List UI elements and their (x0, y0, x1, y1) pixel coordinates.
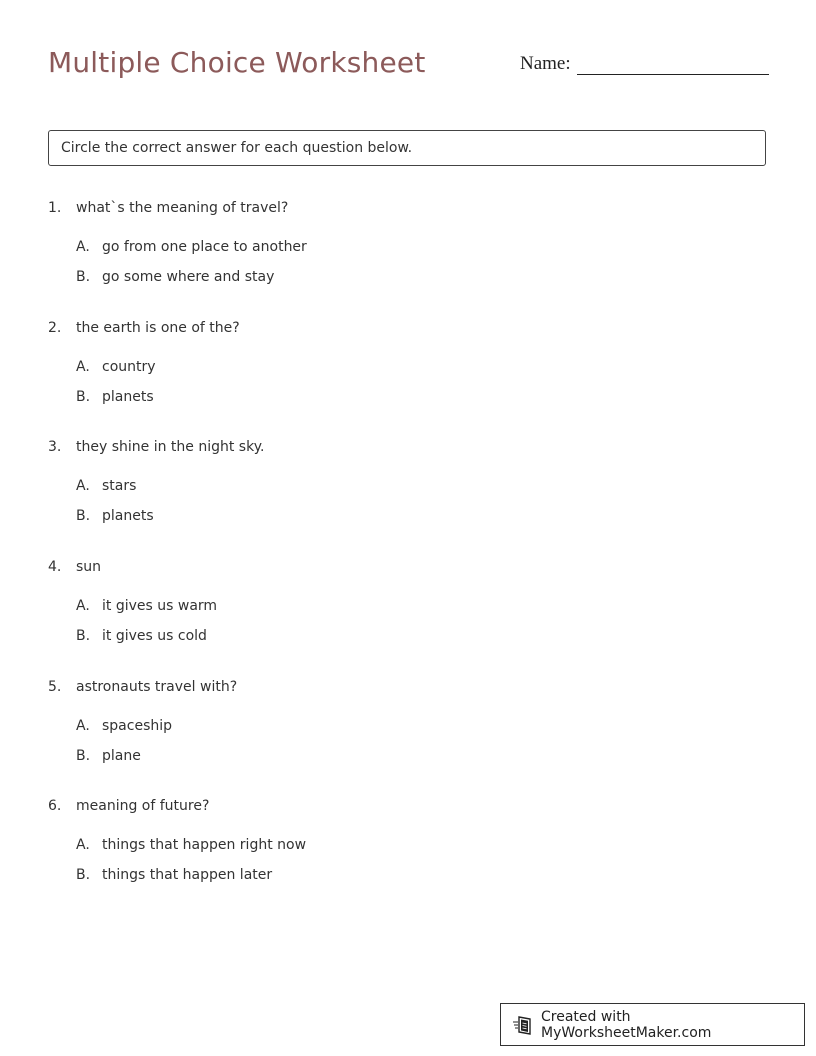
option-text: it gives us cold (102, 628, 207, 644)
name-label: Name: (520, 53, 571, 74)
option-letter: B. (76, 628, 91, 644)
option-b[interactable] (76, 747, 748, 765)
option-letter: A. (76, 478, 90, 494)
option-letter: A. (76, 598, 90, 614)
name-blank-line[interactable] (577, 52, 769, 75)
instructions-box: Circle the correct answer for each question below. (48, 130, 766, 166)
option-text: things that happen right now (102, 837, 307, 853)
question-number: 4. (48, 559, 62, 575)
question-2 (48, 319, 748, 418)
option-a[interactable] (76, 717, 748, 735)
option-a[interactable] (76, 836, 748, 854)
question-4 (48, 558, 748, 657)
option-letter: A. (76, 837, 90, 853)
option-letter: A. (76, 359, 90, 375)
option-text: planets (102, 508, 154, 524)
option-b[interactable] (76, 507, 748, 525)
option-text: things that happen later (102, 867, 273, 883)
option-letter: B. (76, 748, 91, 764)
option-text: go from one place to another (102, 239, 307, 255)
option-letter: B. (76, 389, 91, 405)
option-letter: A. (76, 718, 90, 734)
option-text: go some where and stay (102, 269, 275, 285)
option-b[interactable] (76, 866, 748, 884)
question-6 (48, 797, 748, 896)
question-text: what`s the meaning of travel? (76, 200, 289, 216)
question-text: they shine in the night sky. (76, 439, 265, 455)
option-b[interactable] (76, 268, 748, 286)
question-3 (48, 438, 748, 537)
question-text: sun (76, 559, 102, 575)
option-text: country (102, 359, 156, 375)
question-text: astronauts travel with? (76, 679, 238, 695)
worksheet-maker-logo-icon (512, 1014, 534, 1036)
option-letter: B. (76, 269, 91, 285)
question-number: 3. (48, 439, 62, 455)
question-5 (48, 678, 748, 777)
option-text: it gives us warm (102, 598, 218, 614)
option-a[interactable] (76, 597, 748, 615)
question-number: 5. (48, 679, 62, 695)
option-text: spaceship (102, 718, 173, 734)
option-text: stars (102, 478, 137, 494)
worksheet-title: Multiple Choice Worksheet (48, 46, 426, 79)
footer-text: Created with MyWorksheetMaker.com (541, 1008, 712, 1041)
option-letter: B. (76, 508, 91, 524)
option-a[interactable] (76, 358, 748, 376)
option-text: plane (102, 748, 141, 764)
question-text: meaning of future? (76, 798, 210, 814)
option-letter: B. (76, 867, 91, 883)
name-area (520, 52, 769, 75)
option-b[interactable] (76, 627, 748, 645)
footer-credit[interactable] (500, 1003, 805, 1046)
option-a[interactable] (76, 238, 748, 256)
question-number: 1. (48, 200, 62, 216)
question-1 (48, 199, 748, 298)
option-letter: A. (76, 239, 90, 255)
option-text: planets (102, 389, 154, 405)
question-text: the earth is one of the? (76, 320, 240, 336)
question-number: 2. (48, 320, 62, 336)
question-number: 6. (48, 798, 62, 814)
option-a[interactable] (76, 477, 748, 495)
option-b[interactable] (76, 388, 748, 406)
